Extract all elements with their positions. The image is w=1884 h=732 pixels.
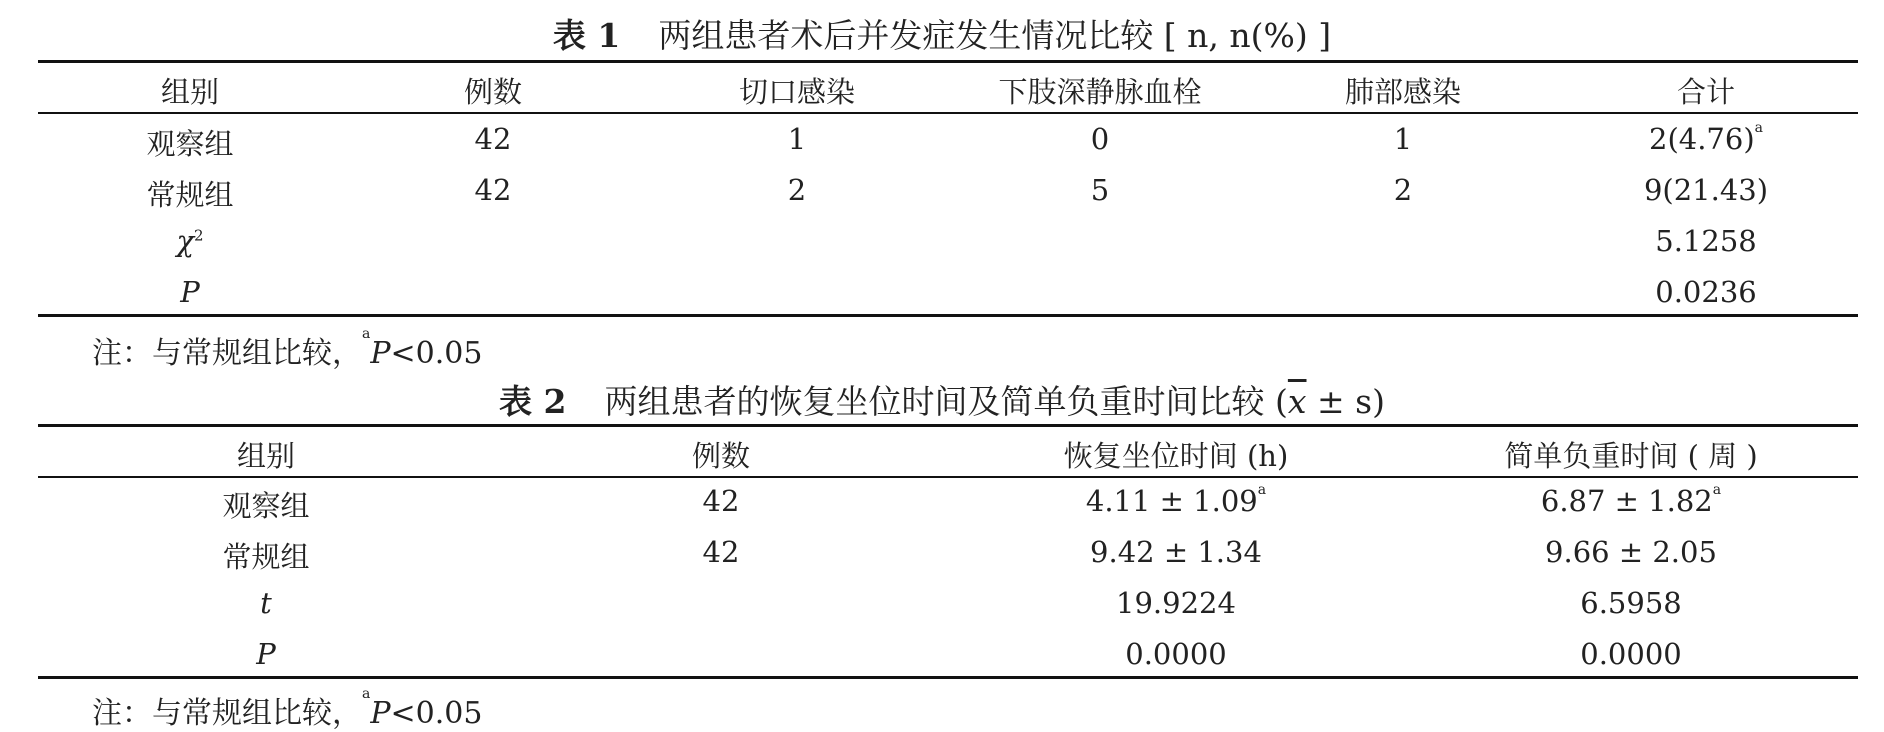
table2-header-sit: 恢复坐位时间 (h) bbox=[1063, 439, 1289, 473]
table1-row1-n: 42 bbox=[474, 122, 512, 156]
table2-header-weight: 简单负重时间 ( 周 ) bbox=[1504, 439, 1758, 473]
table2-note-rest: <0.05 bbox=[390, 696, 483, 731]
table1-header-rule bbox=[38, 112, 1858, 114]
table2-row1-sit-sup: a bbox=[1257, 482, 1267, 498]
table2-row2-n: 42 bbox=[702, 535, 740, 569]
table2-note-sup: a bbox=[362, 686, 371, 702]
table2-p-sit: 0.0000 bbox=[1125, 637, 1227, 671]
table1-row2-total: 9(21.43) bbox=[1643, 173, 1769, 207]
table1-chi-sup: 2 bbox=[194, 226, 204, 245]
table2-bottom-rule bbox=[38, 676, 1858, 679]
table1-note bbox=[92, 328, 482, 372]
table1-label: 表 1 bbox=[552, 16, 621, 55]
table1-header-dvt: 下肢深静脉血栓 bbox=[998, 75, 1202, 109]
table1-bottom-rule bbox=[38, 314, 1858, 317]
table1-row2-group: 常规组 bbox=[146, 178, 234, 212]
table1-chi-label bbox=[176, 224, 203, 258]
table1-row2-n: 42 bbox=[474, 173, 512, 207]
table2-note-prefix: 注：与常规组比较， bbox=[92, 696, 362, 731]
table1-row2-dvt: 5 bbox=[1090, 173, 1110, 207]
table2-row1-weight bbox=[1541, 484, 1721, 518]
table1-row2-incision: 2 bbox=[787, 173, 807, 207]
table1-header-n: 例数 bbox=[463, 75, 523, 109]
table1-row1-total-value: 2(4.76) bbox=[1648, 122, 1755, 156]
table2-title-end: ± s) bbox=[1306, 382, 1385, 421]
table1-note-sup: a bbox=[362, 326, 371, 342]
table2-top-rule bbox=[38, 424, 1858, 427]
table2-p-label: P bbox=[256, 637, 276, 671]
table1-row1-total-sup: a bbox=[1754, 120, 1764, 136]
table1-row1-total bbox=[1649, 122, 1763, 156]
table1-row1-lung: 1 bbox=[1393, 122, 1413, 156]
table2-row2-group: 常规组 bbox=[222, 540, 310, 574]
table1-header-total: 合计 bbox=[1676, 75, 1736, 109]
table2-row1-sit bbox=[1086, 484, 1266, 518]
table1-row1-dvt: 0 bbox=[1090, 122, 1110, 156]
table2-note-p: P bbox=[370, 696, 391, 731]
table2-t-weight: 6.5958 bbox=[1580, 586, 1682, 620]
table1-row1-group: 观察组 bbox=[146, 127, 234, 161]
table2-p-weight: 0.0000 bbox=[1580, 637, 1682, 671]
table2-note bbox=[92, 688, 482, 732]
table1-note-prefix: 注：与常规组比较， bbox=[92, 336, 362, 371]
table2-label: 表 2 bbox=[499, 382, 567, 421]
table2-t-label: t bbox=[260, 586, 272, 620]
table2-row1-group: 观察组 bbox=[222, 489, 310, 523]
table2-title-xbar: $\overline{x}$ bbox=[1287, 382, 1307, 421]
table1-chi-symbol: χ bbox=[176, 224, 195, 258]
table1-header-incision: 切口感染 bbox=[738, 75, 856, 109]
table1-note-rest: <0.05 bbox=[390, 336, 483, 371]
table1-caption bbox=[0, 10, 1884, 57]
table1-top-rule bbox=[38, 60, 1858, 63]
table2-row1-weight-sup: a bbox=[1712, 482, 1722, 498]
table2-row1-sit-value: 4.11 ± 1.09 bbox=[1085, 484, 1258, 518]
table2-row2-sit: 9.42 ± 1.34 bbox=[1090, 535, 1262, 569]
table1-row1-incision: 1 bbox=[787, 122, 807, 156]
table2-row1-n: 42 bbox=[702, 484, 740, 518]
table2-row1-weight-value: 6.87 ± 1.82 bbox=[1540, 484, 1713, 518]
table1-title: 两组患者术后并发症发生情况比较 [ n, n(%) ] bbox=[658, 16, 1332, 55]
table2-title: 两组患者的恢复坐位时间及简单负重时间比较 ( bbox=[604, 382, 1288, 421]
table2-t-sit: 19.9224 bbox=[1116, 586, 1236, 620]
table1-p-value: 0.0236 bbox=[1655, 275, 1757, 309]
table1-header-group: 组别 bbox=[160, 75, 220, 109]
table1-chi-value: 5.1258 bbox=[1655, 224, 1757, 258]
table1-row2-lung: 2 bbox=[1393, 173, 1413, 207]
table1-header-lung: 肺部感染 bbox=[1344, 75, 1462, 109]
table1-p-label: P bbox=[180, 275, 200, 309]
table2-caption bbox=[0, 376, 1884, 423]
table2-row2-weight: 9.66 ± 2.05 bbox=[1545, 535, 1717, 569]
table2-header-rule bbox=[38, 476, 1858, 478]
table2-header-group: 组别 bbox=[236, 439, 296, 473]
table2-header-n: 例数 bbox=[691, 439, 751, 473]
table1-note-p: P bbox=[370, 336, 391, 371]
